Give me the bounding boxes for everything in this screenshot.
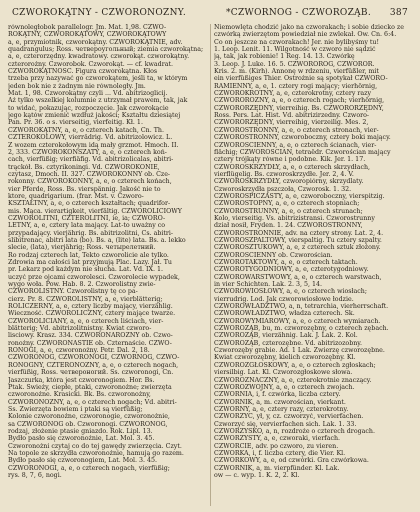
text-line: czterorożny. Czworobok. Czworokąt. — cf. kwadrat. — [8, 60, 174, 68]
text-line: in vier Schichten. Lak. 2. 3, 5, 14. — [214, 281, 322, 289]
text-line: CZWOROŚCIENNY, a, e, o czterech ścianach, vier- — [214, 141, 377, 149]
text-line: vier Pferde, Ross. Bs. vierspännig. Jakość nie to — [8, 185, 161, 193]
text-line: mis. Mąca. vierartigkeit, vierfältig. CZWOROLICIOWY — [8, 207, 182, 215]
text-line: CZWÓRCIE, adv. po czworo, zu vieren. — [214, 442, 339, 450]
text-line: to widać, pokazując, rozpoczęcie. Jak czworokącie — [8, 104, 169, 112]
text-line: CZWOROZNACZNY, a, e, czterokrotnie znaczący. — [214, 376, 372, 384]
text-line: LETNY, a, e, cztery lata mający. Lat-to uważny co — [8, 222, 166, 230]
text-line: Zdrowia ma całości lat przyjmują Plac. Lazy. Jał. Tu — [8, 259, 172, 266]
text-line: jeden bok nie z żadnym nie równoległy. Jm. — [8, 82, 146, 90]
text-line: CZWOROLISTNY. Czworolistny tę co pa- — [8, 288, 138, 296]
text-line: CZWOROTAKTOWY, a, e, o czterech taktach. — [214, 259, 358, 266]
text-line: pr. Lekarz pod każdym nie słucha. Lat. Vd. IX. 1. — [8, 266, 163, 274]
text-line: Bydło pasło się czworonożnie, Lat. Mol. 3. 45. — [8, 435, 155, 443]
text-line: CZWORNIA, i, f. czwórka, liczba cztery. — [214, 391, 341, 399]
text-line: CZWOROZĄB, bu, m. czworozębny, o czterech zębach. — [214, 325, 389, 333]
text-line: a, e, przymiotnik, czworokątny. CZWOROKĄTNIE, adv. — [8, 38, 183, 46]
text-line: ronożny. CZWORONASTIE ob. Czternaście. CZWO- — [8, 339, 172, 347]
text-line: CZWÓRNIK, a, m. vierpfünder. Kl. Lak. — [214, 464, 340, 472]
left-text-column — [8, 24, 208, 506]
text-line: CZWOROKĄTNY, a, e, o czterech katach, Cn. Th. — [8, 126, 164, 134]
text-line: CZWOROZĄB, vierzähnig. Lak. J. Lak. 2. Kol. — [214, 332, 358, 340]
text-line: CZWOROSTOPNY, a, e, o czterech stopniach; — [214, 200, 360, 208]
text-line: dział nosił, Fryden. 1. 24. CZWOROSTRONNY, — [214, 222, 363, 230]
text-line: Co on jeszcze na czworakach! Jer. nie bylibyśmy tu! — [214, 38, 379, 46]
running-header — [12, 8, 408, 22]
text-line: CZWOROSPICZASTY, a, e, czworoboczny, vierspitzig. — [214, 192, 385, 200]
text-line: slibitrenac, abitri lata (bo). Bs. a, (lite) lata. Bs. a. lekko — [8, 236, 186, 244]
text-line: CZWOROSTRUNNY, a, e, o czterech strunach; — [214, 207, 363, 215]
text-line: czwórką zwierzętom powiedział nie zwlekał. Ow. Cn. 6:4. — [214, 31, 397, 39]
text-line: CZWORORZĘDNY, vierreihig, vierzeilig. Mes. 2, — [214, 119, 369, 127]
text-line: Z wozem czterokołowym idą mały grzmot. Hmoch. II. — [8, 141, 179, 149]
text-line: CZWÓRKOWY, a, e, od czwórki. Gra czwórkowa. — [214, 457, 369, 465]
text-line: Wieczność. CZWOROLICZNY, cztery mające twarze. — [8, 310, 176, 318]
text-line: CZWOROSTRONNY, czworoboczny, cztery boki mający. — [214, 134, 391, 142]
text-line: CZWORZYSKO, a, n, rozdroże o czterech drogach. — [214, 427, 375, 435]
text-line: vierfüßig, Ross. четвероногий. Ss. czworonogi, Cn. — [8, 369, 174, 377]
text-line: Ross. Pers. Lat. Hist. Vd. abitrizirzedny. Czworo- — [214, 112, 370, 120]
text-line: CZWORNY, a, e, cztery razy, czterokrotny. — [214, 405, 349, 413]
text-line: ow — c. wyp. 1. K. 2, 2. Kl. — [214, 471, 300, 479]
text-line: CZWOROWŁADZTWO, władza czterech. Sk. — [214, 310, 355, 318]
text-line: blätterig; Vd. abitrizolitnistny. Kwiat czworo- — [8, 325, 152, 333]
text-line: Mat. 1, 98. Czworokątny czyli ... Vd. abitrizoglicij. — [8, 90, 168, 98]
text-line: Kolo, vierseitig. Vs. abitrizistransi. Czworostrunny — [214, 214, 375, 222]
text-line: CZWOROZĄB, czterozębne. Vd. abitrizozobny. — [214, 339, 363, 347]
text-line: CZWOROWYMIAROWY, a, e, o czterech wymiarach. — [214, 317, 381, 325]
text-line: CZWOROSTRONNY, a, e, o czterech stronach, vier- — [214, 126, 379, 134]
text-line: sa CZWORONOG ob. Czworonogi. CZWORONOG, — [8, 420, 168, 428]
right-text-column — [214, 24, 414, 506]
text-line: Kris. 2. m. (Kirh). Annonę w rdzeniu, vierfüßler, mit — [214, 68, 379, 76]
text-line: rys. 8, 7, 6, nogi. — [8, 471, 62, 479]
text-line: rodzaj, złożenie ptasie gniazdo. Rok. Lipl. 13. — [8, 427, 153, 435]
text-line: CZWORZYC, ył, y, cz. czworzyć, vervierfachen. — [214, 413, 364, 421]
text-line: CZWOROSZPALTOWY, vierspaltig. Tu cztery szpalty. — [214, 236, 382, 244]
text-line: jego kątów zmienić wzdłuż jakości; Kształtu dziesiątej — [8, 112, 181, 120]
text-line: 2, 333. CZWOROKONSZATY, a, e, o czterech koń- — [8, 148, 167, 156]
text-line: 3. Leop. J. Luke. 16. 5. CZWOROROG, CZWOROR. — [214, 60, 375, 68]
text-line: Na topole ze skrzydła czworonożnie, hamują go razem. — [8, 449, 184, 457]
text-line: ją, tak, jak robienie! 1 Reg. 14. 13. Czwórkę — [214, 53, 355, 61]
text-line: CZWORONOZNY, a, e, o czterech nogach; Vd. abitri- — [8, 398, 177, 406]
text-line: CZWOROWARSTWOWY, a, e, o czterech warstwach, — [214, 273, 382, 281]
text-line: a, e, czterorzędny. kwadratowy. czworokąt. czworokątny. — [8, 53, 190, 61]
text-line: Bydło pasło się czworonogiem, Lat. Mol. 3. 45. — [8, 457, 158, 465]
text-line: czytasz, Dmoch. II. 327. CZWOROKONNY ob. Cze- — [8, 170, 171, 178]
text-line: ein vierfüßiges Thier. Ostrożnie są spotykał CZWORO- — [214, 75, 388, 83]
text-line: rokonny. CZWOROKONNY, a, e, o czterech końach, — [8, 178, 172, 186]
text-line: wygo woła. Pow. Hab. 8. 2. Czworolistny zwie- — [8, 281, 156, 289]
text-line: viersilbig. Lat. Kl. Czworozgłoskowe słowa. — [214, 369, 353, 377]
text-line: cztery trójkąty równe i podobne. Kik. Jer. 1. 17. — [214, 156, 366, 164]
right-running-head: *CZWORNOG - CZWOROZĄB. — [226, 8, 372, 18]
text-line: CZWORNIK, a, m. czworościan, vierkant. — [214, 398, 346, 406]
text-line: CZWOROKROTNY, a, e, czterokrotny, cztery razy — [214, 90, 372, 98]
text-line: CZWOROSTRONNIE, adv. na cztery strony. Lat. 2, 4. — [214, 229, 384, 237]
column-divider — [210, 24, 211, 506]
page-number: 387 — [389, 8, 408, 18]
text-line: vierflügelig. Bs. czworoskrzydłe. Jer. 2, 4. V. — [214, 170, 354, 178]
text-line: cach, vierfüßig; vierfiäfig. Vd. abitrizolicalas, abitri- — [8, 156, 174, 164]
text-line: ROKĄTNY, CZWOROKĄTOWY, CZWOROKĄTOWY — [8, 31, 167, 39]
text-line: CZWOROLICIANY, a, e, o czterech liściach, vier- — [8, 317, 164, 325]
text-line: CZWOROŚCIENNY ob. Czworościan. — [214, 251, 333, 259]
text-line: RAMIENNY, a, e, 1. cztery rogi mający; vierhörnig, — [214, 82, 378, 90]
text-line: Czworonożni czytaj co do tej gawędy zwierzęcia. Czyt. — [8, 442, 182, 450]
text-line: Pan. Pr. 36. o s. vierseitig, vierfeitig. Kł. 1. — [8, 119, 143, 127]
text-line: Ss. Zwierzęta bowiem i ptaki są vierfüßig; — [8, 405, 143, 413]
text-line: Kolonie czworonożne, czworonogie, czworonożnie, — [8, 413, 170, 421]
text-line: CZWOROWIOSŁOWY, a, e, o czterech wiosłach; — [214, 288, 367, 296]
text-line: ktore, quadrigarium. (frar. Mst. v. Czworo- — [8, 192, 144, 200]
text-line: Czworozęby grabie. Ad. 1 Lak. Zwierzę czworozębne. — [214, 347, 385, 355]
text-line: Kwiat czworozębny, kielich czworozębny. Kl. — [214, 354, 356, 362]
text-line: Ptak. Świeży, ciepłe, ptaki, czworonożne; zwierzęta — [8, 383, 172, 391]
text-line: CZWORONOGI, a, e, o czterech nogach, vierfüßig; — [8, 464, 170, 472]
text-line: uczyć prze ojcami czworolesci. Czworolecie wypadek, — [8, 273, 180, 281]
text-line: KSZTAŁTNY, a, e, o czterech kształtach; quadrifor- — [8, 200, 171, 208]
text-line: quadrangulus; Ross. четвероугольный; ziemia czworokątna; — [8, 46, 204, 54]
text-line: slecie, (lata), vierjährig; Ross. четырелетний. — [8, 244, 156, 252]
text-line: vierrudrig. Lod. Jak czworowiosłowe łodzie. — [214, 295, 354, 303]
text-line: trąckół. Bs. cztyrikoningi. Vd. CZWOROKONIE, — [8, 163, 160, 171]
left-running-head: CZWOROKĄTNY - CZWORONOZNY. — [12, 8, 186, 18]
text-line: CZWORORZĘDNY, vierreihig. Bs. CZWORORZĘDNY, — [214, 104, 384, 112]
text-line: Czworoskrzydła pszczoła, Czworosk. 1. 32. — [214, 185, 352, 193]
text-line: flächig; CZWOROŚCIAN, tetraëdr. Czworościan mający — [214, 148, 391, 156]
text-line: CZWOROTYGODNIOWY, a, e, czterotygodniowy. — [214, 266, 369, 274]
text-line: CZWOROWŁADZTWO, a, n, tetrarchia, vierherrschaft. — [214, 303, 389, 311]
text-line: CZWORZYSTY, a, e, czworaki, vierfach. — [214, 435, 341, 443]
text-line: CZWOROROŻNY, a, e, o czterech rogach; vierhörnig, — [214, 97, 385, 105]
text-line: CZWOROSZTUKOWY, a, e, z czterech sztuk złożony. — [214, 244, 381, 252]
text-line: Czworzyć się, vervierfachen sich. Lak. 1. 33. — [214, 420, 357, 428]
text-line: CZWOROSKRZYDŁY, czworopiórny, skrzydlaty. — [214, 178, 364, 186]
text-line: CZWÓRKA, i, f. liczba cztery, die Vier. Kl. — [214, 449, 346, 457]
text-line: CZWOROZGŁOSKOWY, a, e, o czterech zgłoskach; — [214, 361, 376, 369]
text-line: CZWORONOG, CZWORONOGI, CZWORNOG, CZWO- — [8, 354, 180, 362]
text-line: CZTEROKOLOWY, vierrädrig. Vd. abitrizolowicz. L. — [8, 134, 173, 142]
text-line: Jaszczurka, która jest czworonogiem. Hor. Bs. — [8, 376, 155, 384]
text-line: CZWOROKĄTNOŚĆ. Figura czworokątna. Kłos — [8, 68, 158, 76]
text-line: RONOGNY, CZTERONOZNY, a, e, o czterech nogach, — [8, 361, 179, 369]
text-line: przypadający. vierjährig. Bs. abitrizolitni, Cs. abitri- — [8, 229, 174, 237]
text-line: CZWOROZWOJNY, a, e, o czterech zwojach. — [214, 383, 355, 391]
text-line: lisciowy. Krasz. 334. CZWORONAROZNY ob. Czwo- — [8, 332, 173, 340]
text-line: cierz. Pr. 8. CZWOROLISTNY, a, e, vierblätterig; — [8, 295, 163, 303]
text-line: CZWOROLITNI, CZTEROLITNI, ie, ia; CZWORO- — [8, 214, 166, 222]
text-line: czworonożne. Krasicki. Bk. Bs. czworonożny, — [8, 391, 151, 399]
text-line: Niemowlęta chodzić jako na czworakach; i sobie dziecko ze — [214, 24, 404, 31]
text-line: CZWOROSKRZYDŁY, a, e, o czterech skrzydłach, — [214, 163, 371, 171]
text-line: Aż tylko wszelkiej kolumnie z utrzymał prawem, tak, jak — [8, 97, 188, 105]
text-line: równoległobok parallelogr. Jm. Mat. 1,98. CZWO- — [8, 24, 167, 31]
text-line: trzeba przy nazywać go czworokątem, jeśli ta, w którym — [8, 75, 188, 83]
text-line: ROLICZERNY, a, e, cztery liczby mający, vierzählig. — [8, 303, 173, 311]
text-line: Ro rodzaj czterech lat, Tekto czworolicie ale tylko. — [8, 251, 169, 259]
text-line: 1. Leop. Lenit. 11. Wilgotność w czworo nie sądzić — [214, 46, 376, 54]
text-line: RONOGI, a, e, czworonożny. Petr. Dal. 2, 18. — [8, 347, 150, 355]
